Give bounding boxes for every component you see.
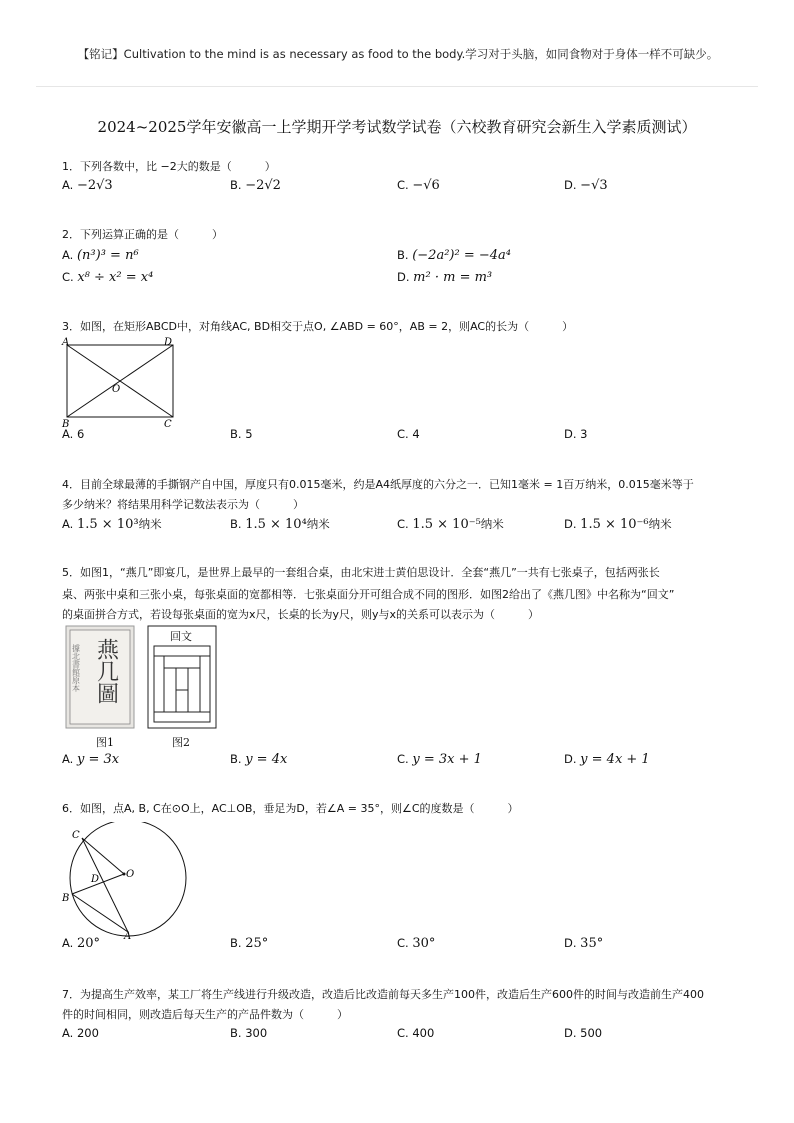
q4-option-d[interactable]: D. 1.5 × 10⁻⁶纳米 — [564, 517, 672, 532]
q3-option-c[interactable]: C. 4 — [397, 427, 420, 441]
q7-stem-line2: 件的时间相同，则改造后每天生产的产品件数为（ ） — [62, 1008, 348, 1021]
q3-option-b[interactable]: B. 5 — [230, 427, 253, 441]
q6-option-b[interactable]: B. 25° — [230, 936, 269, 951]
q5-option-b[interactable]: B. y = 4x — [230, 752, 288, 767]
q3-label-d: D — [164, 337, 173, 348]
q3-label-c: C — [164, 419, 172, 428]
q3-option-a[interactable]: A. 6 — [62, 427, 85, 441]
q5-option-a[interactable]: A. y = 3x — [62, 752, 120, 767]
q7-stem-line1: 7．为提高生产效率，某工厂将生产线进行升级改造，改造后比改造前每天多生产100件，改造后生产600件的时间与改造前生产400 — [62, 988, 704, 1001]
q3-label-a: A — [62, 337, 70, 348]
q1-option-b[interactable]: B. −2√2 — [230, 178, 281, 193]
q5-figures — [62, 624, 222, 752]
q2-option-d[interactable]: D. m² · m = m³ — [397, 270, 493, 285]
q3-label-o: O — [112, 384, 121, 395]
motto-header: 【铭记】Cultivation to the mind is as necessary as food to the body.学习对于头脑，如同食物对于身体一样不可缺少。 — [77, 47, 719, 61]
q6-stem: 6．如图，点A, B, C在⊙O上，AC⊥OB，垂足为D，若∠A = 35°，则∠C的度数是（ ） — [62, 802, 519, 815]
fig2-label: 回文 — [170, 630, 192, 643]
q5-stem-line3: 的桌面拼合方式，若设每张桌面的宽为x尺，长桌的长为y尺，则y与x的关系可以表示为（ ） — [62, 608, 540, 621]
fig1-small-text: 據北書館原本 — [71, 644, 81, 692]
q3-label-b: B — [62, 419, 70, 428]
q2-option-b[interactable]: B. (−2a²)² = −4a⁴ — [397, 248, 511, 263]
q2-option-a[interactable]: A. (n³)³ = n⁶ — [62, 248, 139, 263]
q3-rectangle-figure — [60, 336, 190, 428]
q6-label-b: B — [62, 893, 70, 904]
exam-title: 2024~2025学年安徽高一上学期开学考试数学试卷（六校教育研究会新生入学素质测试） — [97, 118, 697, 136]
fig1-big-text: 燕几圖 — [93, 638, 119, 704]
q6-option-c[interactable]: C. 30° — [397, 936, 436, 951]
q6-label-d: D — [91, 874, 100, 885]
fig1-caption: 图1 — [96, 736, 114, 749]
q7-option-b[interactable]: B. 300 — [230, 1026, 268, 1040]
q5-stem-line2: 桌、两张中桌和三张小桌，每张桌面的宽都相等．七张桌面分开可组合成不同的图形．如图2给出了《燕几图》中名称为“回文” — [62, 588, 675, 601]
q5-option-c[interactable]: C. y = 3x + 1 — [397, 752, 482, 767]
q4-option-b[interactable]: B. 1.5 × 10⁴纳米 — [230, 517, 330, 532]
q5-stem-line1: 5．如图1，“燕几”即宴几，是世界上最早的一套组合桌，由北宋进士黄伯思设计．全套“燕几”一共有七张桌子，包括两张长 — [62, 566, 660, 579]
q6-circle-figure — [60, 822, 200, 940]
q7-option-c[interactable]: C. 400 — [397, 1026, 435, 1040]
q6-option-a[interactable]: A. 20° — [62, 936, 101, 951]
fig2-caption: 图2 — [172, 736, 190, 749]
q2-option-c[interactable]: C. x⁸ ÷ x² = x⁴ — [62, 270, 154, 285]
q1-option-d[interactable]: D. −√3 — [564, 178, 608, 193]
q1-option-c[interactable]: C. −√6 — [397, 178, 440, 193]
q2-stem: 2．下列运算正确的是（ ） — [62, 228, 223, 241]
q5-option-d[interactable]: D. y = 4x + 1 — [564, 752, 650, 767]
q1-option-a[interactable]: A. −2√3 — [62, 178, 113, 193]
q3-stem: 3．如图，在矩形ABCD中，对角线AC, BD相交于点O, ∠ABD = 60°，AB = 2，则AC的长为（ ） — [62, 320, 574, 333]
q7-option-d[interactable]: D. 500 — [564, 1026, 603, 1040]
q6-option-d[interactable]: D. 35° — [564, 936, 604, 951]
q4-stem-line1: 4．目前全球最薄的手撕钢产自中国，厚度只有0.015毫米，约是A4纸厚度的六分之一．已知1毫米 = 1百万纳米，0.015毫米等于 — [62, 478, 694, 491]
q6-label-a: A — [124, 931, 132, 940]
q4-stem-line2: 多少纳米？将结果用科学记数法表示为（ ） — [62, 498, 304, 511]
header-divider — [36, 86, 758, 87]
q6-label-c: C — [72, 830, 80, 841]
q6-label-o: O — [126, 869, 135, 880]
q7-option-a[interactable]: A. 200 — [62, 1026, 99, 1040]
q1-stem: 1．下列各数中，比 −2大的数是（ ） — [62, 160, 276, 173]
q4-option-a[interactable]: A. 1.5 × 10³纳米 — [62, 517, 162, 532]
q3-option-d[interactable]: D. 3 — [564, 427, 588, 441]
q4-option-c[interactable]: C. 1.5 × 10⁻⁵纳米 — [397, 517, 504, 532]
